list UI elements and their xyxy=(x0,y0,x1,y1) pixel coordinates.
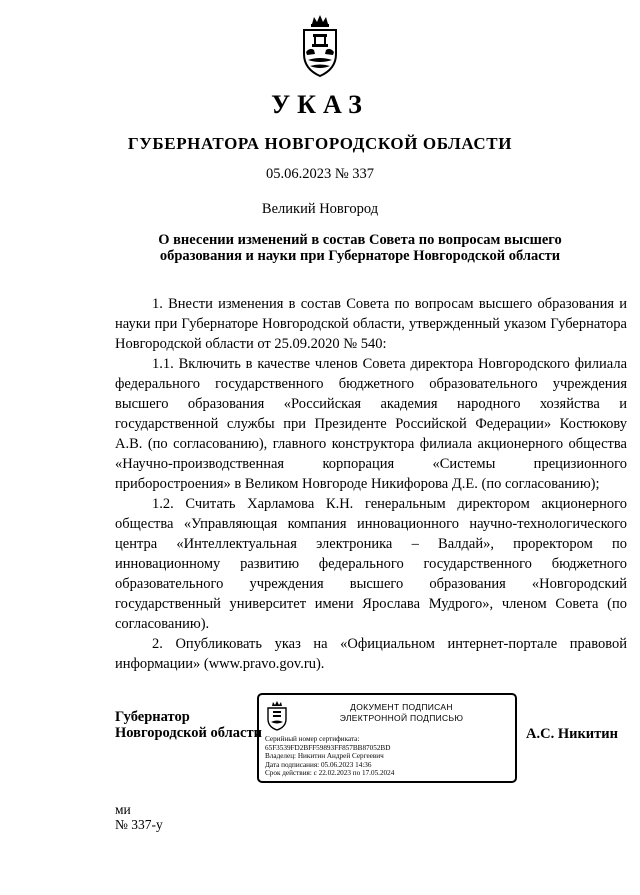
date-and-number: 05.06.2023 № 337 xyxy=(265,166,375,182)
stamp-details xyxy=(265,735,394,778)
city: Великий Новгород xyxy=(261,201,379,217)
document-footer xyxy=(115,802,163,832)
decree-heading-line-2: образования и науки при Губернаторе Новгородской области xyxy=(159,248,561,264)
stamp-coat-of-arms-icon xyxy=(265,701,289,731)
stamp-owner: Владелец: Никитин Андрей Сергеевич xyxy=(265,752,384,761)
coat-of-arms-icon xyxy=(299,14,341,78)
stamp-heading xyxy=(299,702,504,724)
decree-heading-line-1: О внесении изменений в состав Совета по вопросам высшего xyxy=(158,232,562,248)
decree-body xyxy=(115,294,627,674)
stamp-heading-line-1: ДОКУМЕНТ ПОДПИСАН xyxy=(350,702,453,712)
stamp-heading-line-2: ЭЛЕКТРОННОЙ ПОДПИСЬЮ xyxy=(339,713,464,723)
decree-heading xyxy=(140,232,580,264)
electronic-signature-stamp xyxy=(257,693,517,783)
paragraph-1: 1. Внести изменения в состав Совета по вопросам высшего образования и науки при Губернаторе Новгородской области, утвержденный указом Губернатора Новгородской области от 25.09.2020 № 540: xyxy=(115,296,627,352)
paragraph-2: 2. Опубликовать указ на «Официальном интернет-портале правовой информации» (www.pravo.gov.ru). xyxy=(115,636,627,672)
paragraph-1-1: 1.1. Включить в качестве членов Совета директора Новгородского филиала федерального государственного бюджетного образовательного учреждения высшего образования «Российская академия народного хозяйства и государственной службы при Президенте Российской Федерации» Костюкову А.В. (по согласованию), главного конструктора филиала акционерного общества «Научно-производственная корпорация «Системы прецизионного приборостроения» в Великом Новгороде Никифорова Д.Е. (по согласованию); xyxy=(115,356,627,492)
stamp-signed-date: Дата подписания: 05.06.2023 14:36 xyxy=(265,760,372,769)
signatory-position-line-2: Новгородской области xyxy=(115,725,262,741)
stamp-serial-number: 65F3539FD2BFF59893FF857BB87052BD xyxy=(265,743,391,752)
document-title: УКАЗ xyxy=(271,90,369,119)
signatory-name: А.С. Никитин xyxy=(526,726,618,742)
stamp-serial-label: Серийный номер сертификата: xyxy=(265,735,360,743)
signatory-position-line-1: Губернатор xyxy=(115,709,190,725)
issuer-title: ГУБЕРНАТОРА НОВГОРОДСКОЙ ОБЛАСТИ xyxy=(127,134,513,153)
signatory-position xyxy=(115,709,262,741)
paragraph-1-2: 1.2. Считать Харламова К.Н. генеральным директором акционерного общества «Управляющая компания инновационного научно-технологического центра «Интеллектуальная электроника – Валдай», проректором по инновационному развитию федерального государственного бюджетного образовательного учреждения высшего образования «Новгородский государственный университет имени Ярослава Мудрого», членом Совета (по согласованию). xyxy=(115,496,627,632)
stamp-validity: Срок действия: с 22.02.2023 по 17.05.2024 xyxy=(265,769,395,778)
executor-initials: ми xyxy=(115,802,131,817)
registration-number: № 337-у xyxy=(115,817,163,832)
